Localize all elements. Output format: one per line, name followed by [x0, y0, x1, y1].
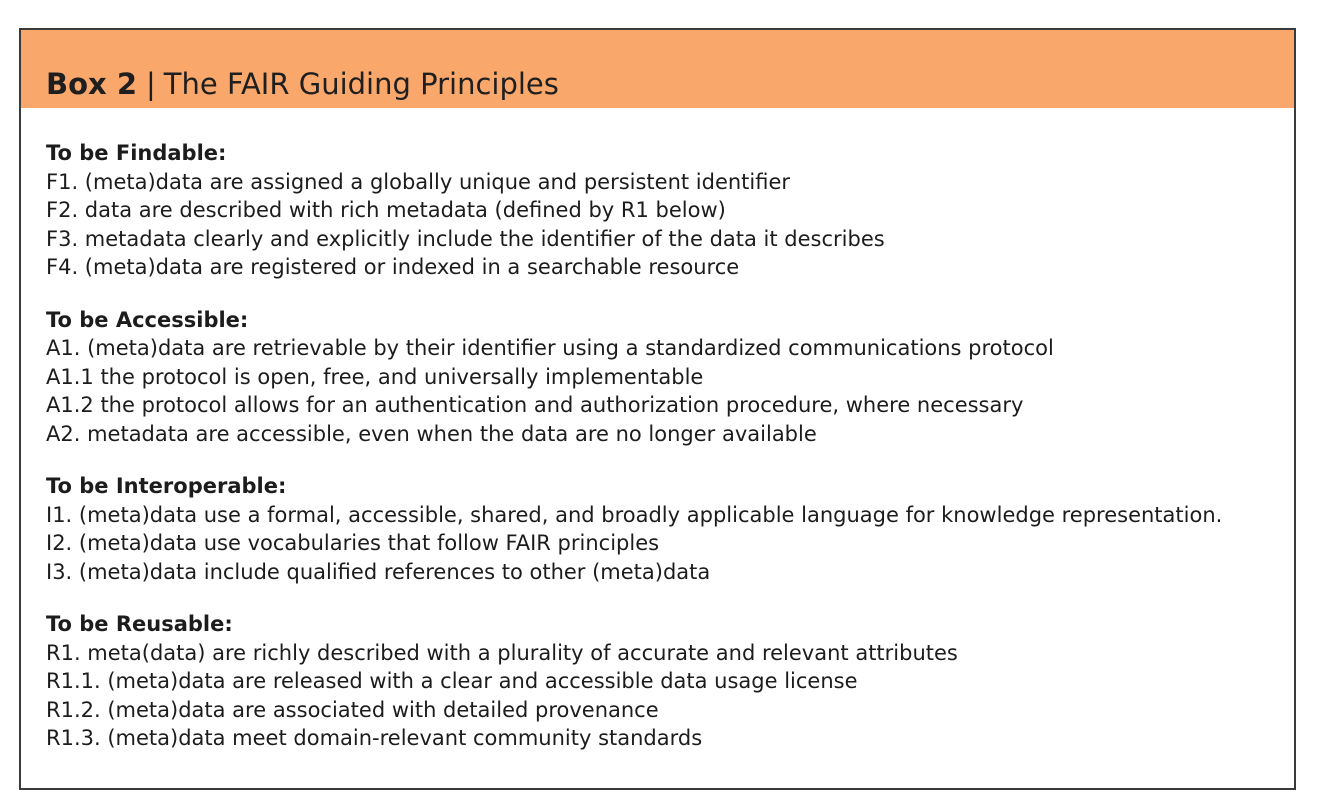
principle-item: A1. (meta)data are retrievable by their identifier using a standardized communications protocol	[46, 336, 1054, 360]
section-accessible	[46, 306, 1284, 449]
principle-item: R1.2. (meta)data are associated with detailed provenance	[46, 697, 659, 722]
section-heading: To be Reusable:	[46, 612, 233, 636]
box-title-separator: |	[146, 67, 156, 101]
box-label: Box 2	[46, 67, 138, 101]
section-interoperable	[46, 472, 1284, 586]
principle-item: A1.1 the protocol is open, free, and universally implementable	[46, 364, 704, 389]
section-heading: To be Interoperable:	[46, 474, 287, 498]
box-header	[21, 30, 1294, 108]
principle-item: A2. metadata are accessible, even when the data are no longer available	[46, 421, 817, 446]
section-heading: To be Accessible:	[46, 307, 249, 332]
principle-item: R1.3. (meta)data meet domain-relevant community standards	[46, 726, 703, 750]
principle-item: R1.1. (meta)data are released with a clear and accessible data usage license	[46, 669, 858, 693]
box-subtitle: The FAIR Guiding Principles	[163, 67, 559, 101]
principle-item: F3. metadata clearly and explicitly include the identifier of the data it describes	[46, 226, 885, 251]
section-reusable	[46, 610, 1284, 753]
section-heading: To be Findable:	[46, 141, 227, 165]
principle-item: F4. (meta)data are registered or indexed in a searchable resource	[46, 255, 740, 279]
principle-item: I1. (meta)data use a formal, accessible, shared, and broadly applicable language for knowledge representation.	[46, 502, 1223, 527]
principle-item: A1.2 the protocol allows for an authentication and authorization procedure, where necessary	[46, 393, 1024, 417]
principle-item: F2. data are described with rich metadata (defined by R1 below)	[46, 198, 726, 222]
principle-item: R1. meta(data) are richly described with a plurality of accurate and relevant attributes	[46, 640, 958, 665]
principle-item: F1. (meta)data are assigned a globally unique and persistent identifier	[46, 169, 791, 194]
principle-item: I2. (meta)data use vocabularies that follow FAIR principles	[46, 531, 660, 555]
principle-item: I3. (meta)data include qualified references to other (meta)data	[46, 559, 711, 584]
box-content	[46, 139, 1284, 777]
fair-principles-box	[19, 28, 1296, 790]
section-findable	[46, 139, 1284, 282]
box-title	[46, 66, 559, 102]
